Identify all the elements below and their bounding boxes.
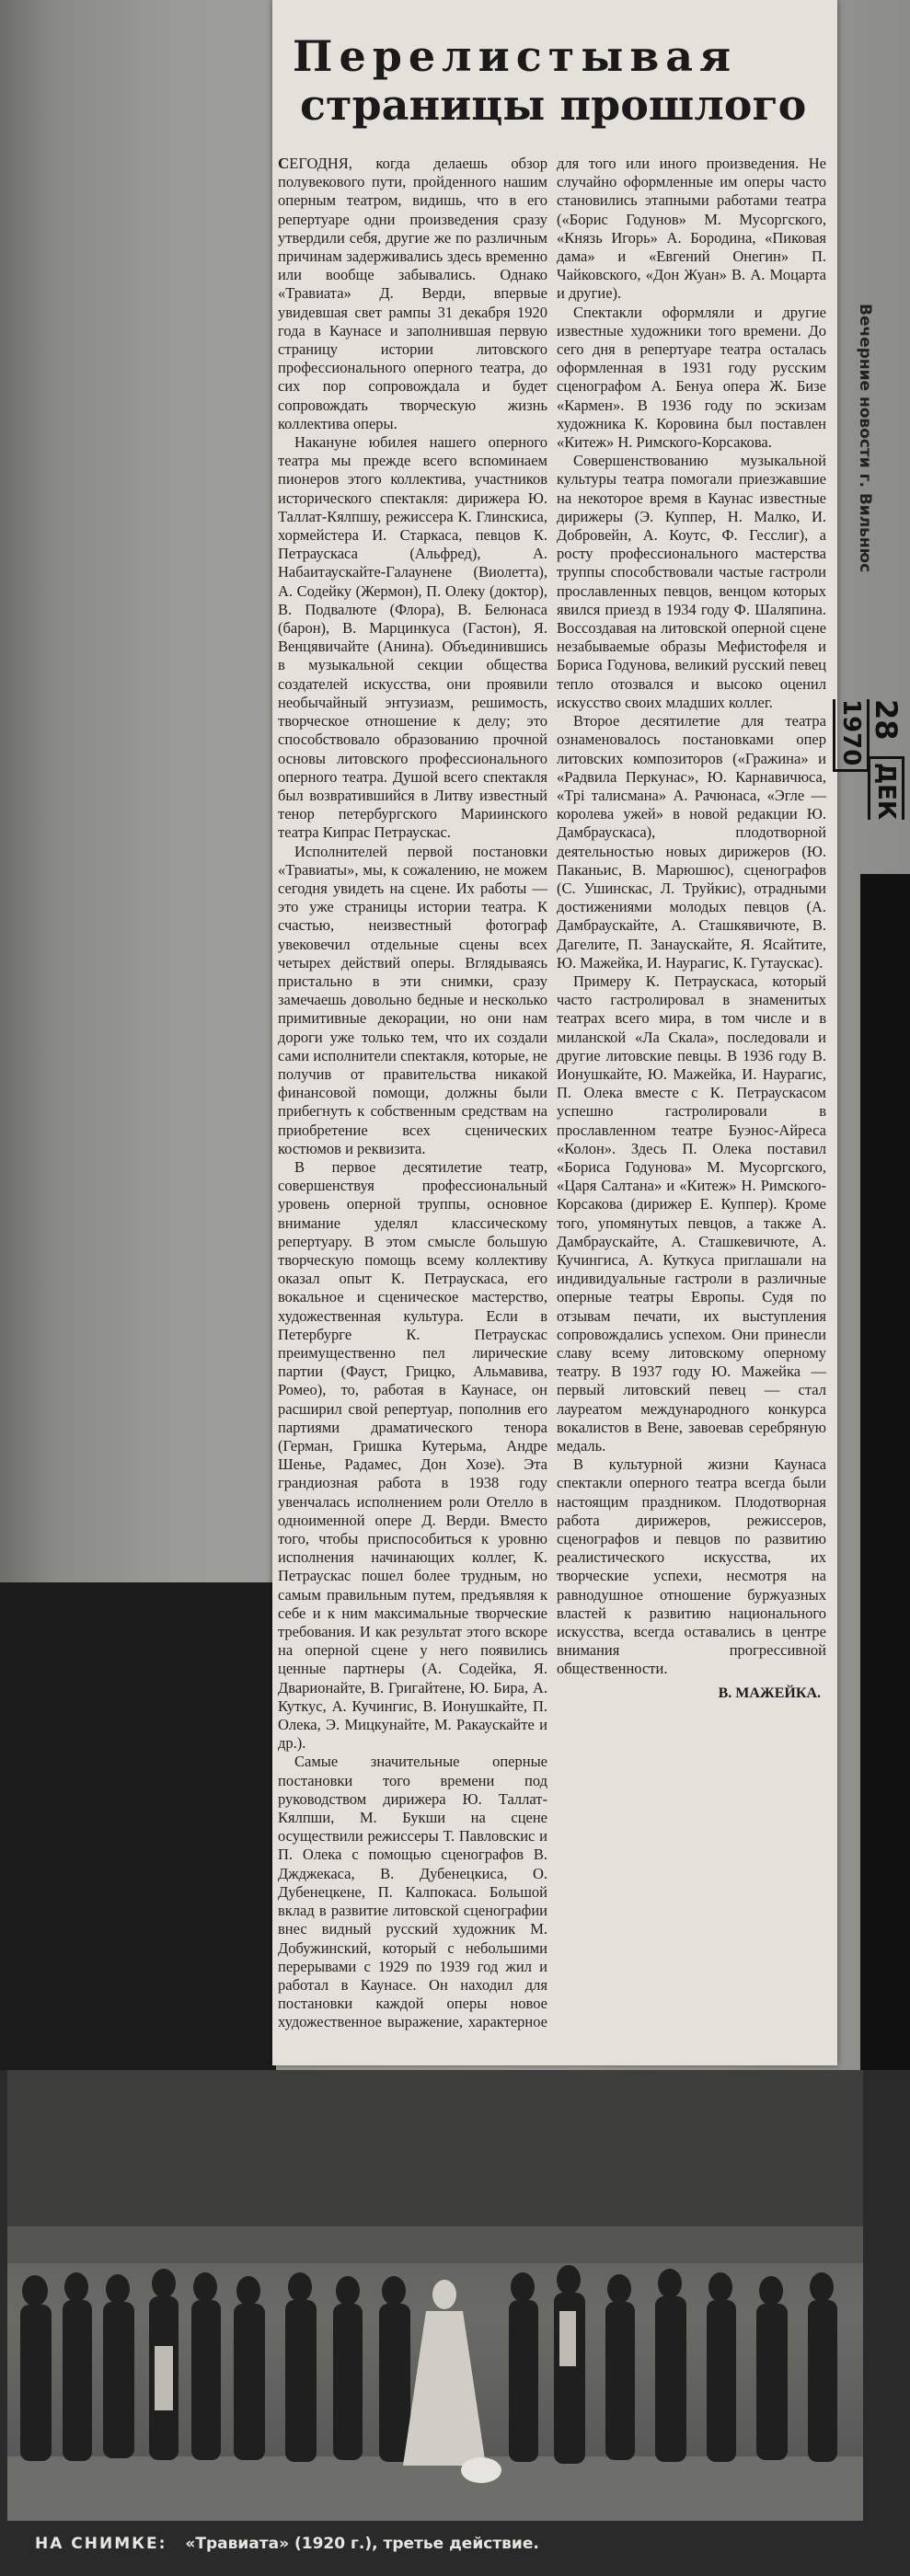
article-paragraph: Второе десятилетие для театра ознаменовалось постановками опер литовских композиторов («Гражина» и «Радвила Перкунас», Ю. Карнавичюса, «Трі талисмана» А. Рачюнаса, «Эгле — королева ужей» в новой редакции Ю. Дамбраускаса), плодотворной деятельностью новых дирижеров (Ю. Паканьис, В. Марюшюс), сценографов (С. Ушинскас, Л. Труйкис), отрадными достижениями молодых певцов (А. Дамбраускайте, А. Сташкявичюте, В. Дагелите, П. Занаускайте, Я. Ясайтите, Ю. Мажейка, И. Наурагис, К. Гутаускас). (557, 712, 826, 972)
scan-shadow-left (0, 1582, 276, 2070)
photo-figures (7, 2070, 863, 2521)
opera-scene-photo (7, 2070, 863, 2521)
article-body (278, 155, 826, 2041)
date-stamp (839, 699, 904, 883)
article-paragraph: Примеру К. Петраускаса, который часто гастролировал в знаменитых театрах всего мира, в том числе и в миланской «Ла Скала», последовали и другие литовские певцы. В 1936 году В. Ионушкайте, Ю. Мажейка, И. Наурагис, П. Олека вместе с К. Петраускасом успешно гастролировали в прославленном театре Буэнос-Айреса «Колон». Здесь П. Олека поставил «Бориса Годунова» М. Мусоргского, «Царя Салтана» и «Китеж» Н. Римского-Корсакова (дирижер Е. Куппер). Кроме того, упомянутых певцов, а также А. Дамбраускайте, А. Сташкевичюте, А. Кучингиса, А. Куткуса приглашали на индивидуальные гастроли в различные оперные театры Европы. Судя по отзывам печати, их выступления сопровождались успехом. Они принесли славу всему литовскому оперному театру. В 1937 году Ю. Мажейка — первый литовский певец — стал лауреатом международного конкурса вокалистов в Вене, завоевав серебряную медаль. (557, 972, 826, 1455)
article-paragraph: Самые значительные оперные постановки того времени под руководством дирижера Ю. Таллат-Кялпши, М. Букши на сцене осуществили режиссеры Т. Павловскис и П. Олека с помощью сценографов В. Джджекаса, В. Дубенецкиса, О. Дубенецкене, П. Калпокаса. Большой вклад в развитие литовской сценографии внес видный русский художник М. Добужинский, который с небольшими перерывами с 1929 по 1939 год жил и работал в Каунасе. Он находил для постановки каждой оперы новое художественное выражение, характерное для того или иного произведения. Не случайно оформленные им оперы часто становились этапными работами театра («Борис Годунов» М. Мусоргского, «Князь Игорь» А. Бородина, «Пиковая дама» и «Евгений Онегин» П. Чайковского, «Дон Жуан» В. А. Моцарта и другие). (278, 155, 826, 2031)
article-paragraph: В культурной жизни Каунаса спектакли оперного театра всегда были настоящим праздником. Плодотворная работа дирижеров, режиссеров, сценографов и певцов по развитию реалистического искусства, их творческие успехи, несмотря на равнодушное отношение буржуазных властей к развитию национального искусства, всегда оставались в центре внимания прогрессивной общественности. (557, 1455, 826, 1678)
article-headline (293, 32, 835, 130)
article-paragraph: Спектакли оформляли и другие известные художники того времени. До сего дня в репертуаре театра осталась оформленная в 1931 году русским сценографом А. Бенуа опера Ж. Бизе «Кармен». В 1936 году по эскизам художника К. Коровина был поставлен «Китеж» Н. Римского-Корсакова. (557, 303, 826, 452)
article-paragraph: Накануне юбилея нашего оперного театра мы прежде всего вспоминаем пионеров этого коллектива, участников исторического спектакля: дирижера Ю. Таллат-Кялпшу, режиссера К. Глинскиса, хормейстера И. Старкаса, певцов К. Петраускаса (Альфред), А. Набаитаускайте-Галаунене (Виолетта), А. Содейку (Жермон), П. Олеку (доктор), В. Подвалюте (Флора), В. Белюнаса (барон), В. Марцинкуса (Гастон), Я. Венцявичайте (Анина). Объединившись в музыкальной секции общества создателей искусства, они проявили необычайный энтузиазм, решимость, творческое отношение к делу; это способствовало образованию прочной основы литовского профессионального оперного театра. Душой всего спектакля был возвратившийся в Литву известный тенор петербургского Мариинского театра Кипрас Петраускас. (278, 433, 547, 842)
newspaper-clipping (272, 0, 837, 2065)
headline-line-1: Перелистывая (293, 31, 738, 82)
caption-text: «Травиата» (1920 г.), третье действие. (185, 2535, 539, 2553)
article-paragraph: Исполнителей первой постановки «Травиаты», мы, к сожалению, не можем сегодня увидеть на сцене. Их работы — это уже страницы истории театра. К счастью, неизвестный фотограф увековечил отдельные сцены всех четырех действий оперы. Вглядываясь пристально в эти снимки, сразу замечаешь довольно бедные и несколько примитивные декорации, но они нам дороги уже только тем, что их создали сами исполнители спектакля, которые, не получив от правительства никакой финансовой помощи, должны были прибегнуть к собственным средствам на приобретение всех сценических костюмов и реквизита. (278, 842, 547, 1157)
headline-line-2: страницы прошлого (300, 80, 807, 131)
source-handwritten-note: Вечерние новости г. Вильнюс (856, 304, 874, 573)
article-paragraph: Совершенствованию музыкальной культуры театра помогали приезжавшие на некоторое время в Каунас известные дирижеры (Э. Куппер, Н. Малко, И. Добровейн, А. Коутс, Ф. Гесслиг), а росту профессионального мастерства труппы способствовали частые гастроли прославленных певцов, венцом которых явился приезд в 1934 году Ф. Шаляпина. Воссоздавая на литовской оперной сцене незабываемые образы Мефистофеля и Бориса Годунова, великий русский певец тепло отозвался и высоко оценил искусство своих младших коллег. (557, 452, 826, 711)
article-paragraph: В первое десятилетие театр, совершенствуя профессиональный уровень оперной труппы, основное внимание уделял классическому репертуару. В этом смысле большую творческую помощь всему коллективу оказал опыт К. Петраускаса, его вокальное и сценическое мастерство, художественная культура. Если в Петербурге К. Петраускас преимущественно пел лирические партии (Фауст, Грицко, Альмавива, Ромео), то, работая в Каунасе, он расширил свой репертуар, пополнив его партиями драматического тенора (Герман, Гришка Кутерьма, Андре Шенье, Радамес, Дон Хозе). Эта грандиозная работа в 1938 году увенчалась исполнением роли Отелло в одноименной опере Д. Верди. Вместо того, чтобы приспособиться к уровню исполнения начинающих коллег, К. Петраускас пошел более трудным, но самым правильным путем, предъявляя к себе и к ним максимальные творческие требования. И как результат этого вскоре на оперной сцене у него появились ценные партнеры (А. Содейка, Я. Дварионайте, В. Григайтене, Ю. Бира, А. Куткус, А. Кучингис, В. Ионушкайте, П. Олека, Э. Мицкунайте, М. Ракаускайте и др.). (278, 1157, 547, 1753)
photo-caption (35, 2535, 845, 2562)
article-paragraph: СЕГОДНЯ, когда делаешь обзор полувекового пути, пройденного нашим оперным театром, видишь, что в его репертуаре одни произведения сразу утвердили себя, другие же по различным причинам задерживались здесь временно или вообще забывались. Однако «Травиата» Д. Верди, впервые увидевшая свет рампы 31 декабря 1920 года в Каунасе и заполнившая первую страницу истории литовского профессионального оперного театра, до сих пор сопровождала и будет сопровождать творческую жизнь коллектива оперы. (278, 155, 547, 432)
date-stamp-month-year: ДЕК 1970 (833, 699, 904, 820)
caption-label: НА СНИМКЕ: (35, 2535, 167, 2553)
article-signature: В. МАЖЕЙКА. (718, 1685, 821, 1701)
date-stamp-day: 28 (869, 699, 904, 741)
